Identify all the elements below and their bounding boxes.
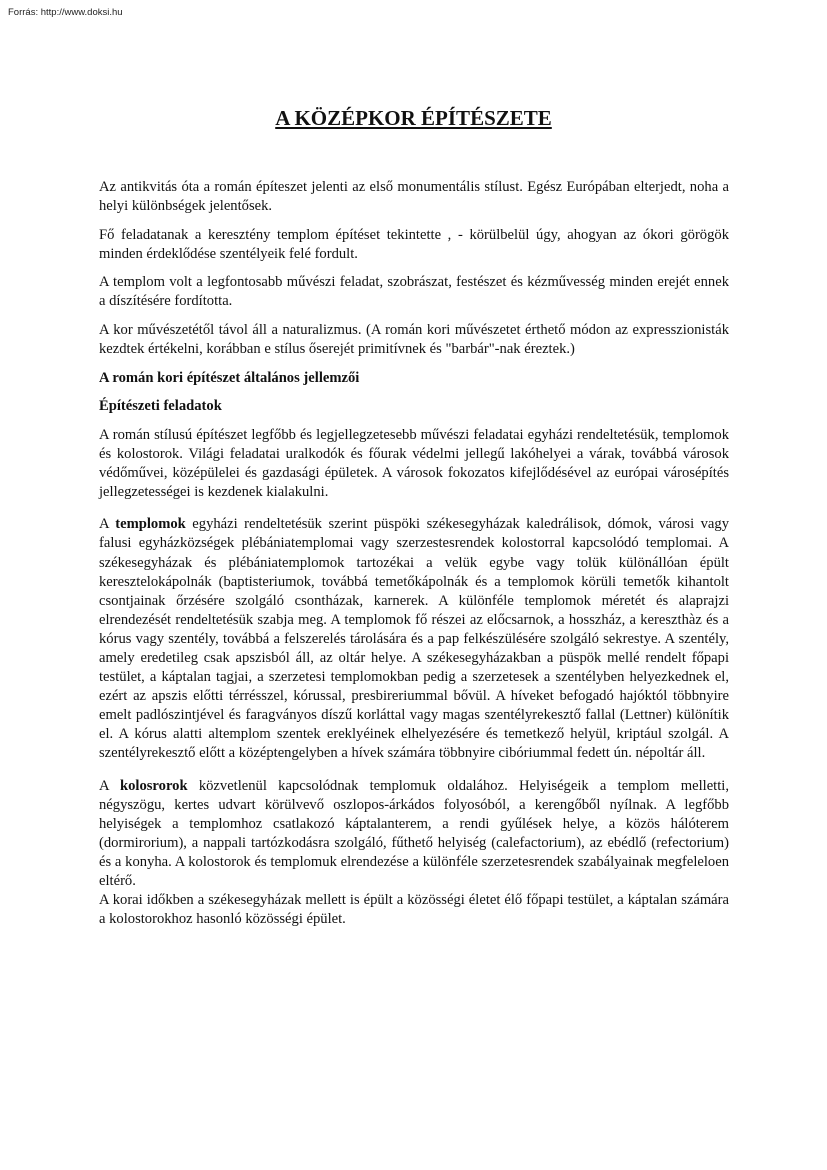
templomok-paragraph	[99, 515, 729, 763]
kolostorok-text: közvetlenül kapcsolódnak templomuk oldalához. Helyiségeik a templom melletti, négyszögu, kertes udvart körülvevő oszlopos-árkádos folyosóból, a kerengőből nyílnak. A legfőbb helyiségek a templomhoz csatlakozó káptalanterem, a rendi gyűlések helye, a közös hálóterem (dormirorium), a nappali tartózkodásra szolgáló, fűthető helyiség (calefactorium), az ebédlő (refectorium) és a konyha. A kolostorok és templomuk elrendezése a különféle szerzetesrendek szabályainak megfeleloen eltérő.	[99, 777, 729, 889]
intro-paragraph-1: Az antikvitás óta a román építeszet jelenti az első monumentális stílust. Egész Európában elterjedt, noha a helyi különbségek jelentősek.	[99, 179, 729, 215]
kolostorok-paragraph-continued: A korai időkben a székesegyházak mellett is épült a közösségi életet élő főpapi testület, a káptalan számára a kolostorokhoz hasonló közösségi épület.	[99, 892, 729, 928]
document-body	[99, 178, 729, 939]
kolostorok-paragraph	[99, 777, 729, 892]
intro-paragraph-3: A templom volt a legfontosabb művészi feladat, szobrászat, festészet és kézművesség minden erejét ennek a díszítésére fordította.	[99, 274, 729, 310]
kolostorok-term: kolosrorok	[119, 777, 188, 794]
subsection-heading: Építészeti feladatok	[99, 398, 222, 415]
templomok-text: egyházi rendeltetésük szerint püspöki székesegyházak kaledrálisok, dómok, városi vagy falusi egyházközségek plébániatemplomai vagy szerzestesrendek kolostorral kapcsolódó templomai. A székesegyházak és plébániatemplomok tartozékai a velük egybe vagy tolük különállóan épült keresztelokápolnák (baptisteriumok, továbbá temetőkápolnák és a templomok körüli temetők kihantolt csontjainak őrzésére szolgáló csontházak, karnerek. A különféle templomok méretét és alaprajzi elrendezését rendeltetésük szabja meg. A templomok fő részei az előcsarnok, a hosszház, a kereszthàz és a kórus vagy szentély, továbbá a felszerelés tárolására és a pap felkészülésére szolgáló sekrestye. A szentély, amely eredetileg csak apszisból áll, az oltár helye. A székesegyházakban a püspök mellé rendelt főpapi testület, a káptalan tagjai, a szerzetesi templomokban pedig a szerzetesek a szentélyben helyezkednek el, ezért az apszis előtti térrésszel, kórussal, presbireriummal bővül. A híveket befogadó hajóktól többnyire emelt padlószintjével és faragványos díszű korláttal vagy magas szentélyrekesztő fallal (Lettner) különítik el. A kórus alatti altemplom szentek ereklyéinek elhelyezésére és temetkező helyül, kriptául szolgál. A szentélyrekesztő előtt a középtengelyben a hívek számára többnyire cibóriummal fedett ún. népoltár áll.	[99, 516, 729, 762]
templomok-prefix: A	[99, 516, 116, 533]
intro-paragraph-4: A kor művészetétől távol áll a naturalizmus. (A román kori művészetet érthető módon az expresszionisták kezdtek értékelni, korábban e stílus őserejét primitívnek és "barbár"-nak éreztek.)	[99, 322, 729, 358]
templomok-term: templomok	[115, 516, 186, 533]
source-url: Forrás: http://www.doksi.hu	[8, 7, 123, 18]
page-title: A KÖZÉPKOR ÉPÍTÉSZETE	[275, 106, 552, 130]
intro-paragraph-2: Fő feladatanak a keresztény templom építéset tekintette , - körülbelül úgy, ahogyan az ókori görögök minden érdeklődése szentélyeik felé fordult.	[99, 226, 729, 262]
kolostorok-prefix: A	[99, 777, 120, 794]
section-heading: A román kori építészet általános jellemzői	[99, 369, 360, 386]
feladatok-paragraph: A román stílusú építészet legfőbb és legjellegzetesebb művészi feladatai egyházi rendeltetésük, templomok és kolostorok. Világi feladatai uralkodók és főurak védelmi jellegű lakóhelyei a várak, továbbá városok védőművei, középülelei és gazdasági épületek. A városok fokozatos kifejlődésével az európai városépítés jellegzetességei is kezdenek kialakulni.	[99, 426, 729, 501]
